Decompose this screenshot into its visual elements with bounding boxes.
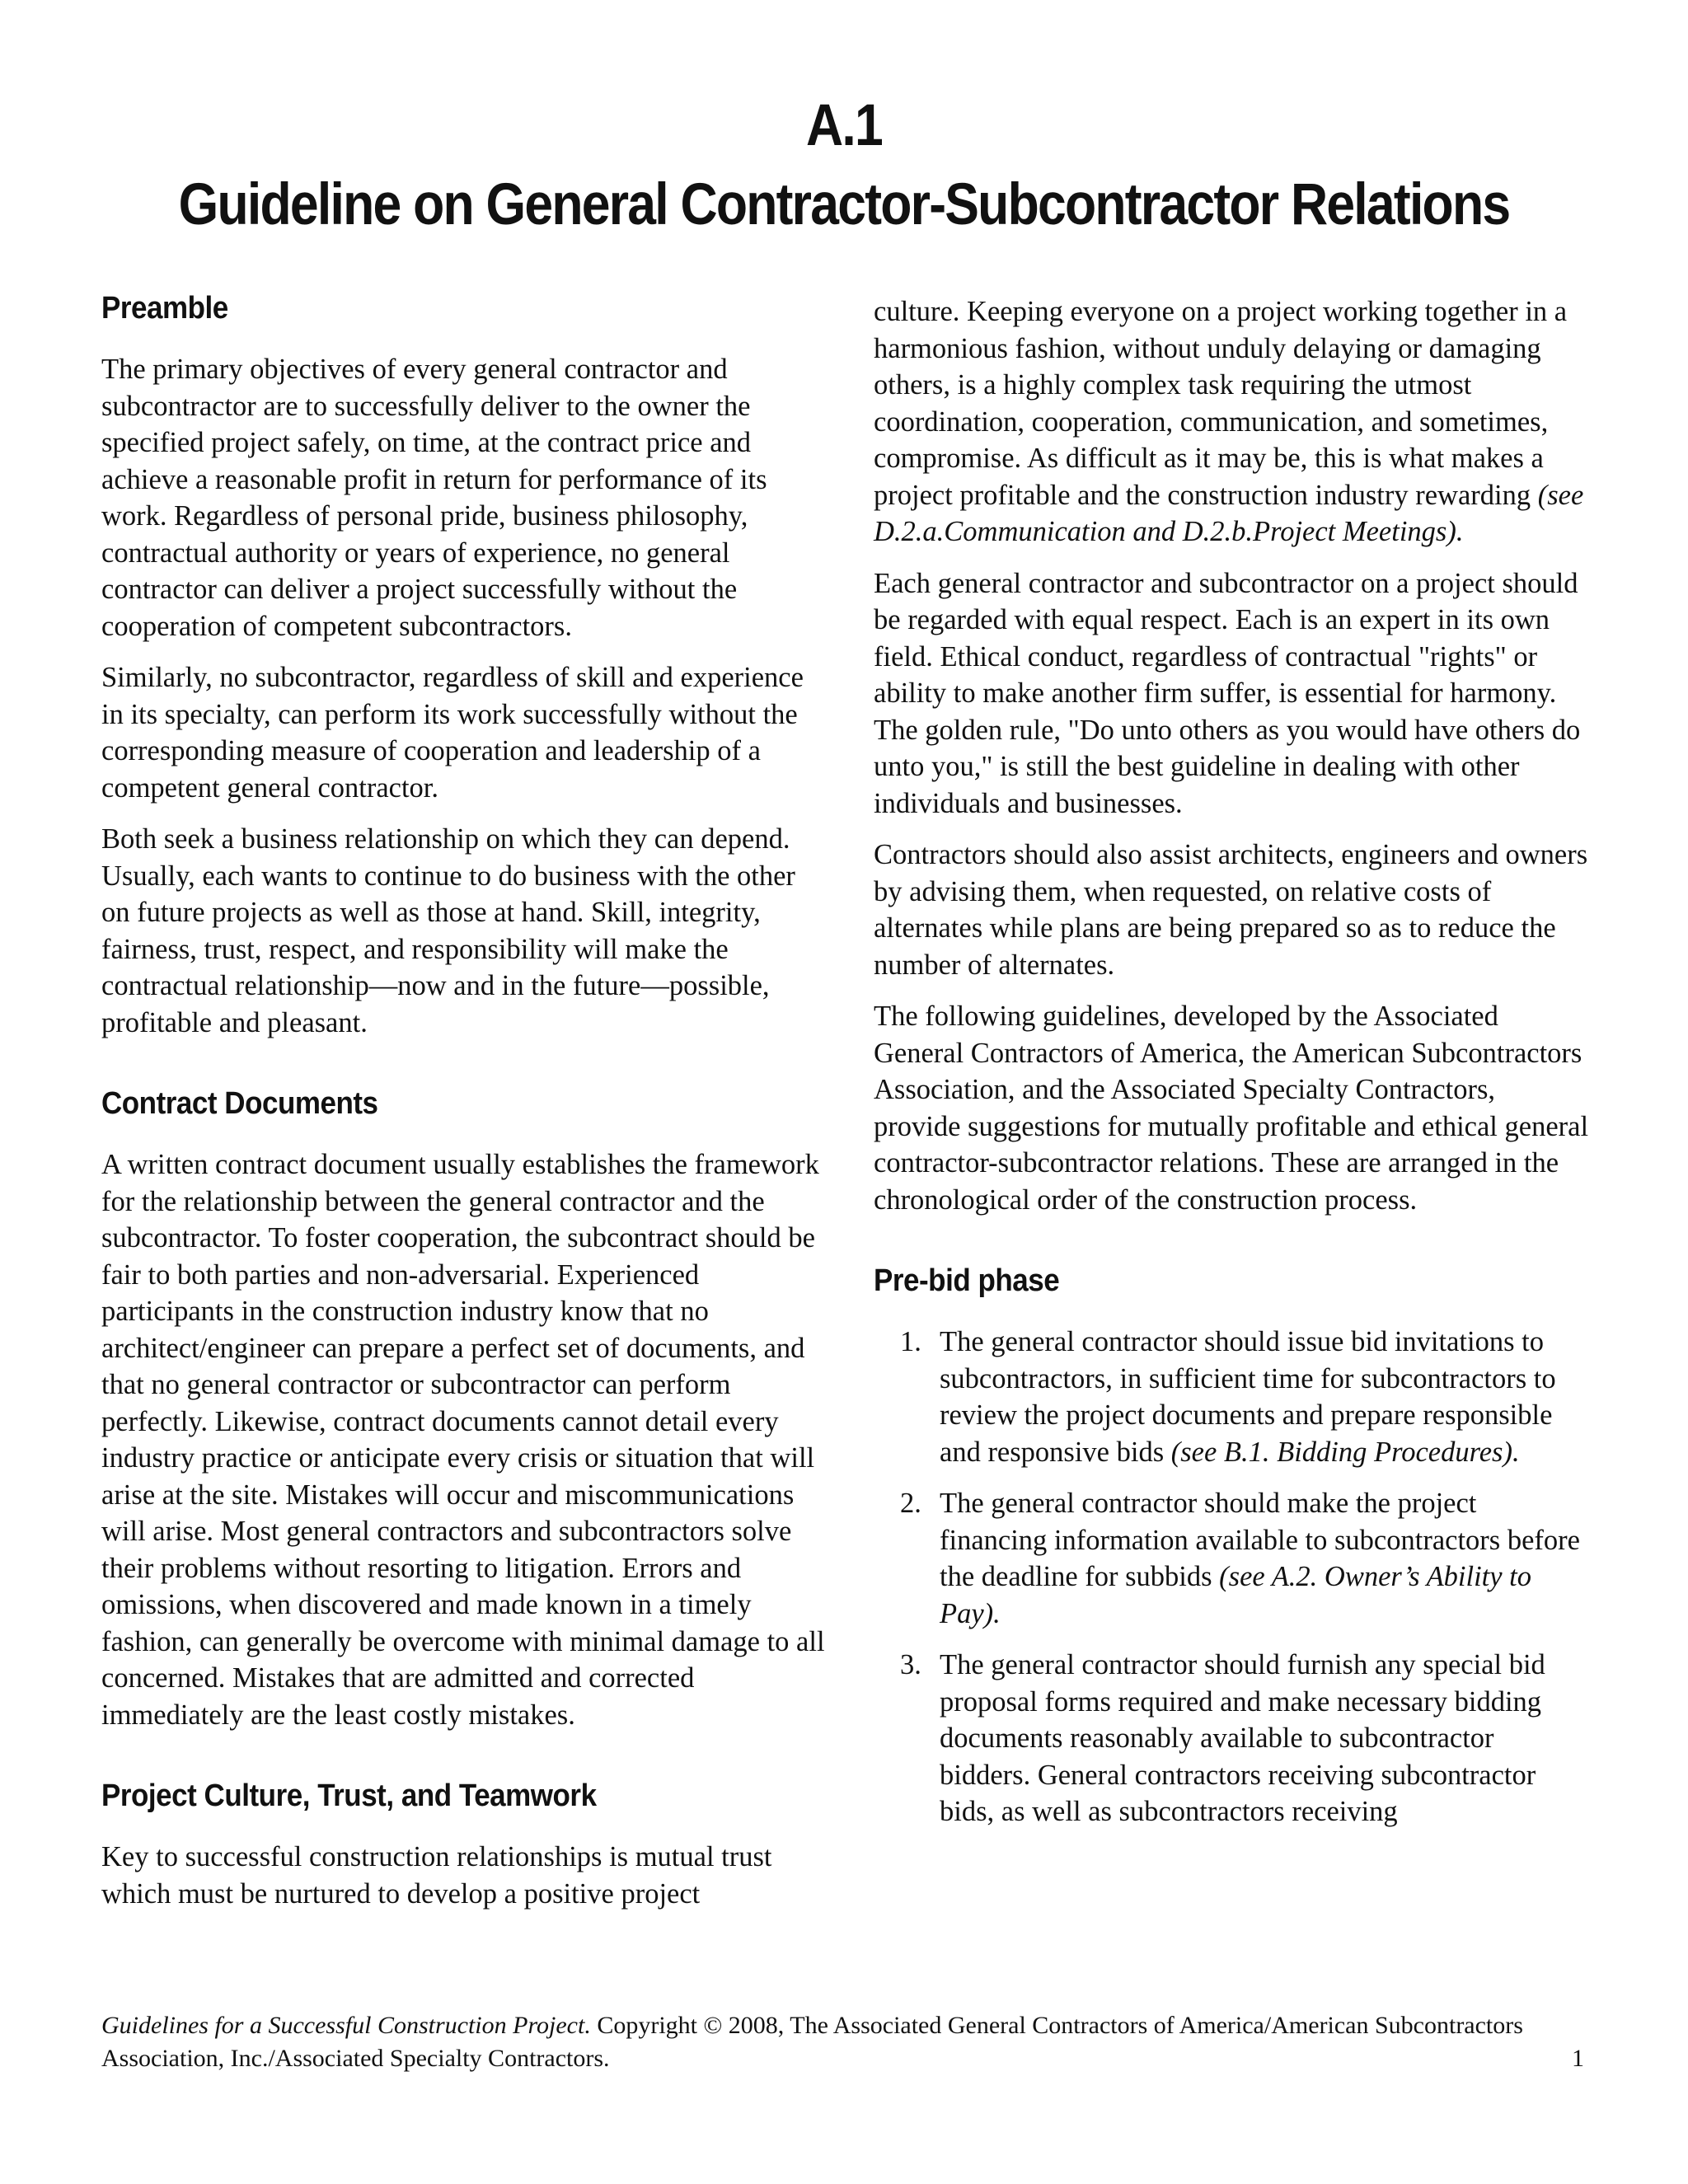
list-item: 2. The general contractor should make the project financing information available to subcontractors before the deadline for subbids (see A.2. Owner’s Ability to Pay). <box>900 1488 1580 1629</box>
contract-documents-heading: Contract Documents <box>101 1086 378 1121</box>
page-number: 1 <box>1572 2045 1584 2072</box>
culture-paragraph-3: Contractors should also assist architects, engineers and owners by advising them, when requested, on relative costs of alternates while plans are being prepared so as to reduce the number of alternates. <box>874 839 1588 981</box>
culture-paragraph-1: Key to successful construction relationships is mutual trust which must be nurtured to develop a positive project <box>101 1841 772 1910</box>
contract-documents-paragraph: A written contract document usually establishes the framework for the relationship between the general contractor and the subcontractor. To foster cooperation, the subcontract should be fair to both parties and non-adversarial. Experienced participants in the construction industry know that no architect/engineer can prepare a perfect set of documents, and that no general contractor or subcontractor can perform perfectly. Likewise, contract documents cannot detail every industry practice or anticipate every crisis or situation that will arise at the site. Mistakes will occur and miscommunications will arise. Most general contractors and subcontractors solve their problems without resorting to litigation. Errors and omissions, when discovered and made known in a timely fashion, can generally be overcome with minimal damage to all concerned. Mistakes that are admitted and corrected immediately are the least costly mistakes. <box>101 1149 825 1731</box>
left-column <box>101 288 827 1927</box>
cross-reference: (see D.2.a.Communication and D.2.b.Project Meetings). <box>874 479 1584 547</box>
culture-paragraph-1-continued: culture. Keeping everyone on a project working together in a harmonious fashion, without unduly delaying or damaging others, is a highly complex task requiring the utmost coordination, cooperation, communication, and sometimes, compromise. As difficult as it may be, this is what makes a project profitable and the construction industry rewarding (see D.2.a.Communication and D.2.b.Project Meetings). <box>874 296 1584 547</box>
culture-paragraph-2: Each general contractor and subcontractor on a project should be regarded with equal respect. Each is an expert in its own field. Ethical conduct, regardless of contractual "rights" or ability to make another firm suffer, is essential for harmony. The golden rule, "Do unto others as you would have others do unto you," is still the best guideline in dealing with other individuals and businesses. <box>874 567 1581 819</box>
prebid-heading: Pre-bid phase <box>874 1263 1060 1298</box>
list-item: 3. The general contractor should furnish any special bid proposal forms required and make necessary bidding documents reasonably available to subcontractor bidders. General contractors receiving subcontractor bids, as well as subcontractors receiving <box>900 1649 1545 1827</box>
title-section-number: A.1 <box>806 93 882 158</box>
right-column <box>874 293 1589 1845</box>
list-item: 1. The general contractor should issue bid invitations to subcontractors, in sufficient time for subcontractors to review the project documents and prepare responsible and responsive bids (see B.1. Bidding Procedures). <box>900 1326 1556 1468</box>
cross-reference: (see B.1. Bidding Procedures). <box>1170 1436 1520 1468</box>
preamble-paragraph-2: Similarly, no subcontractor, regardless of skill and experience in its specialty, can perform its work successfully without the corresponding measure of cooperation and leadership of a competent general contractor. <box>101 662 804 804</box>
culture-paragraph-4: The following guidelines, developed by the Associated General Contractors of America, the American Subcontractors Association, and the Associated Specialty Contractors, provide suggestions for mutually profitable and ethical general contractor-subcontractor relations. These are arranged in the chronological order of the construction process. <box>874 1001 1589 1216</box>
title-text: Guideline on General Contractor-Subcontractor Relations <box>178 172 1510 237</box>
prebid-list <box>874 1324 1589 1830</box>
page-title <box>101 87 1587 245</box>
preamble-heading: Preamble <box>101 291 228 326</box>
preamble-paragraph-3: Both seek a business relationship on which they can depend. Usually, each wants to continue to do business with the other on future projects as well as those at hand. Skill, integrity, fairness, trust, respect, and responsibility will make the contractual relationship—now and in the future—possible, profitable and pleasant. <box>101 823 795 1038</box>
culture-heading: Project Culture, Trust, and Teamwork <box>101 1779 597 1813</box>
preamble-paragraph-1: The primary objectives of every general contractor and subcontractor are to successfully deliver to the owner the specified project safely, on time, at the contract price and achieve a reasonable profit in return for performance of its work. Regardless of personal pride, business philosophy, contractual authority or years of experience, no general contractor can deliver a project successfully without the cooperation of competent subcontractors. <box>101 354 767 642</box>
copyright-footer: Guidelines for a Successful Construction Project. Copyright © 2008, The Associated General Contractors of America/American Subcontractors Association, Inc./Associated Specialty Contractors. <box>101 2012 1523 2072</box>
cross-reference: (see A.2. Owner’s Ability to Pay). <box>940 1561 1532 1629</box>
